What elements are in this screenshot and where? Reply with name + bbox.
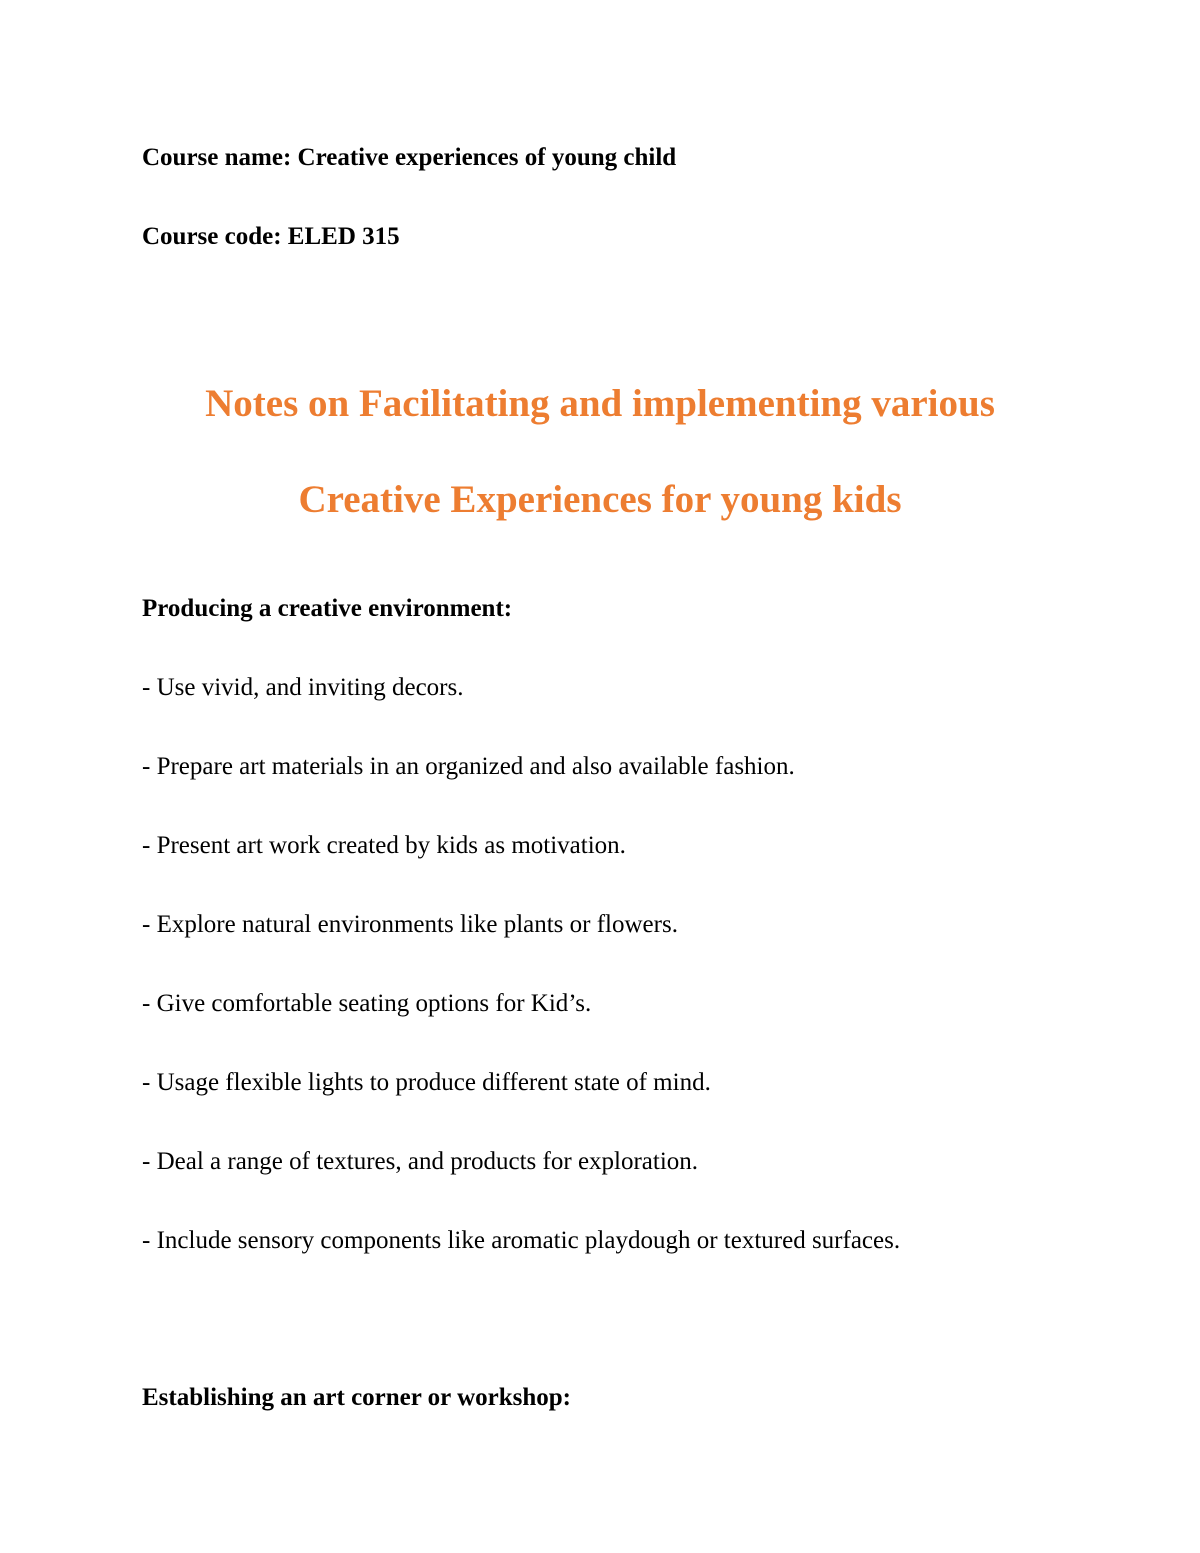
list-item: - Include sensory components like aromatic playdough or textured surfaces.: [142, 1227, 901, 1254]
list-item: - Present art work created by kids as motivation.: [142, 832, 626, 859]
list-item: - Prepare art materials in an organized and also available fashion.: [142, 753, 795, 780]
list-item: - Use vivid, and inviting decors.: [142, 674, 464, 701]
list-item: - Explore natural environments like plants or flowers.: [142, 911, 678, 938]
course-code: Course code: ELED 315: [142, 223, 400, 250]
section-heading-art-corner: Establishing an art corner or workshop:: [142, 1384, 571, 1411]
list-item: - Deal a range of textures, and products for exploration.: [142, 1148, 699, 1175]
document-title-line-2: Creative Experiences for young kids: [298, 478, 902, 521]
list-item: - Give comfortable seating options for Kid’s.: [142, 990, 592, 1017]
course-name: Course name: Creative experiences of young child: [142, 144, 677, 171]
section-heading-creative-environment: Producing a creative environment:: [142, 595, 513, 622]
list-item: - Usage flexible lights to produce different state of mind.: [142, 1069, 711, 1096]
document-title-line-1: Notes on Facilitating and implementing various: [205, 382, 995, 425]
